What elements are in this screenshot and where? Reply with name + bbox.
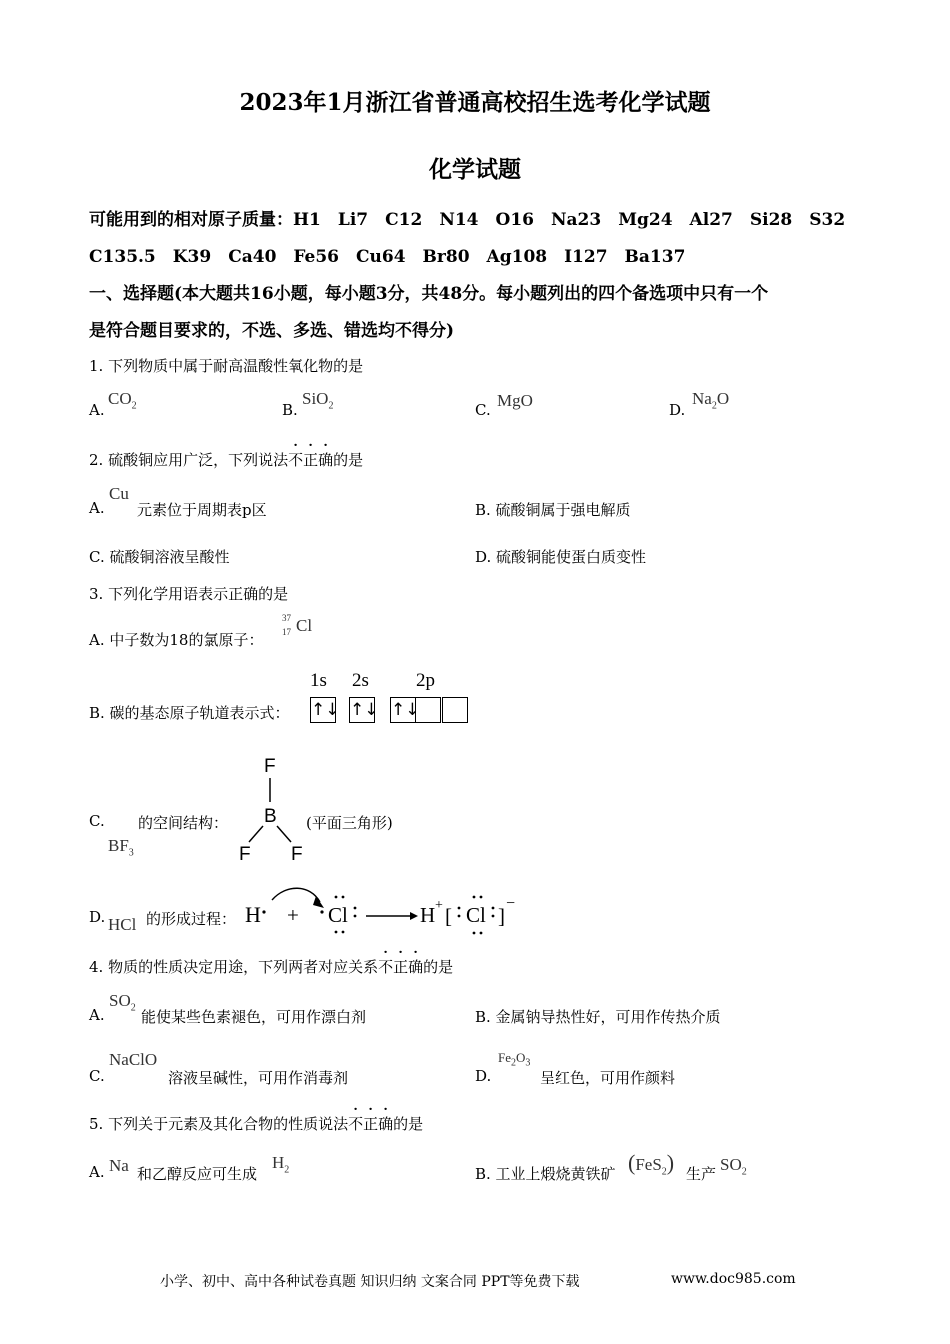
q3-option-c-text: 的空间结构： [138, 814, 229, 832]
bf3-left-fluorine: F [239, 844, 251, 864]
q2-option-d: D. 硫酸铜能使蛋白质变性 [475, 548, 647, 566]
orbital-label-2s: 2s [352, 670, 369, 691]
electron-dot [342, 896, 345, 899]
reaction-arrow-icon [410, 912, 418, 920]
q2-option-a-formula: Cu [109, 484, 129, 503]
bf3-top-fluorine: F [264, 756, 276, 777]
q1-option-a-formula: $CO_2$ [108, 389, 137, 412]
hcl-formation-diagram [240, 886, 530, 938]
electron-dot [458, 907, 461, 910]
q5-option-a-text: 和乙醇反应可生成 [137, 1165, 258, 1183]
bf3-boron: B [264, 806, 277, 827]
chloride-ion: Cl [466, 903, 486, 927]
q4-option-a-formula: $SO_2$ [109, 991, 136, 1014]
electron-dot [354, 907, 357, 910]
q3-option-c-formula: $BF_3$ [108, 836, 134, 859]
page-subtitle: 化学试题 [429, 156, 521, 183]
paired-arrows-icon: ↑↓ [311, 700, 340, 720]
q1-option-a-label: A. [89, 401, 105, 419]
q1-option-c-label: C. [475, 401, 491, 419]
electron-dot [262, 910, 265, 913]
bf3-right-fluorine: F [291, 844, 303, 864]
orbital-box-2p-3 [442, 697, 468, 723]
q2-option-a-label: A. [89, 499, 105, 517]
hydrogen-atom: H [245, 902, 261, 927]
plus-sign: + [287, 903, 299, 927]
electron-dot [492, 907, 495, 910]
bf3-bond-left [249, 826, 263, 842]
electron-dot [480, 932, 483, 935]
q2-option-a-text: 元素位于周期表p区 [137, 501, 267, 519]
orbital-label-2p: 2p [416, 670, 435, 691]
q2-option-c: C. 硫酸铜溶液呈酸性 [89, 548, 230, 566]
orbital-box-1s [310, 697, 340, 723]
bf3-bond-right [277, 826, 291, 842]
electron-dot [335, 931, 338, 934]
question-2-stem: 2. 硫酸铜应用广泛，下列说法不正确的是 [89, 451, 364, 469]
q3-option-b-text: B. 碳的基态原子轨道表示式： [89, 704, 290, 722]
atomic-masses-line-2: C135.5 K39 Ca40 Fe56 Cu64 Br80 Ag108 I127 Ba137 [89, 247, 686, 267]
q1-option-d-label: D. [669, 401, 686, 419]
electron-dot [458, 915, 461, 918]
right-bracket: ] [498, 904, 505, 928]
electron-dot [473, 932, 476, 935]
question-4-stem: 4. 物质的性质决定用途，下列两者对应关系不正确的是 [89, 958, 454, 976]
electron-dot [335, 896, 338, 899]
chlorine-atom: Cl [328, 903, 348, 927]
electron-dot [480, 896, 483, 899]
paired-arrows-icon: ↑↓ [350, 700, 379, 720]
q1-option-b-label: B. [282, 401, 298, 419]
electron-dot [354, 915, 357, 918]
q3-option-c-note: (平面三角形) [306, 814, 393, 832]
q4-option-c-label: C. [89, 1067, 105, 1085]
bf3-structure-diagram [230, 752, 310, 864]
section-header-line-1: 一、选择题(本大题共16小题，每小题3分，共48分。每小题列出的四个备选项中只有一个 [89, 284, 769, 304]
orbital-box-2p-1 [390, 697, 420, 723]
arrow-head-icon [313, 896, 324, 908]
question-5-stem: 5. 下列关于元素及其化合物的性质说法不正确的是 [89, 1115, 424, 1133]
electron-dot [492, 915, 495, 918]
electron-dot [473, 896, 476, 899]
q3-option-d-formula: HCl [108, 915, 137, 934]
electron-dot [342, 931, 345, 934]
q4-option-c-formula: NaClO [109, 1050, 158, 1069]
paired-arrows-icon: ↑↓ [391, 700, 420, 720]
q5-option-a-formula: Na [109, 1156, 129, 1175]
negative-charge: − [506, 895, 516, 912]
page-title: 2023年1月浙江省普通高校招生选考化学试题 [239, 89, 711, 116]
q4-option-d-formula: $Fe_2O_3$ [498, 1050, 531, 1069]
q2-option-b: B. 硫酸铜属于强电解质 [475, 501, 631, 519]
question-1-stem: 1. 下列物质中属于耐高温酸性氧化物的是 [89, 357, 364, 375]
electron-dot [320, 910, 323, 913]
q3-option-a-text: A. 中子数为18的氯原子： [89, 631, 264, 649]
q5-option-b-text: B. 工业上煅烧黄铁矿 [475, 1165, 616, 1183]
q1-option-c-formula: MgO [497, 391, 533, 410]
q3-option-a-nuclide: 37 17 Cl [282, 613, 313, 637]
q4-option-d-label: D. [475, 1067, 492, 1085]
atomic-masses-line-1: 可能用到的相对原子质量：H1 Li7 C12 N14 O16 Na23 Mg24 Al27 Si28 S32 [89, 210, 846, 230]
q4-option-a-label: A. [89, 1006, 105, 1024]
q5-option-b-product: $SO_2$ [720, 1155, 747, 1178]
footer-link[interactable]: www.doc985.com [671, 1271, 796, 1287]
q4-option-b: B. 金属钠导热性好，可用作传热介质 [475, 1008, 721, 1026]
orbital-box-2p-2 [415, 697, 441, 723]
question-3-stem: 3. 下列化学用语表示正确的是 [89, 585, 289, 603]
q4-option-c-text: 溶液呈碱性，可用作消毒剂 [168, 1069, 349, 1087]
orbital-box-2s [349, 697, 379, 723]
footer-left: 小学、初中、高中各种试卷真题 知识归纳 文案合同 PPT等免费下载 [160, 1274, 580, 1290]
q4-option-a-text: 能使某些色素褪色，可用作漂白剂 [141, 1008, 367, 1026]
q5-option-b-text-2: 生产 [686, 1165, 717, 1183]
q5-option-a-label: A. [89, 1163, 105, 1181]
q1-option-b-formula: SiO$_2$ [302, 389, 334, 412]
q1-option-d-formula: $Na_2O$ [692, 389, 730, 412]
q5-option-a-product: $H_2$ [272, 1153, 290, 1176]
q3-option-d-text: 的形成过程： [146, 910, 237, 928]
q4-option-d-text: 呈红色，可用作颜料 [540, 1069, 676, 1087]
orbital-label-1s: 1s [310, 670, 327, 691]
section-header-line-2: 是符合题目要求的，不选、多选、错选均不得分) [89, 321, 455, 341]
q5-option-b-formula: (FeS$_2$) [628, 1150, 675, 1178]
q3-option-c-label: C. [89, 812, 105, 830]
q3-option-d-label: D. [89, 908, 106, 926]
electron-transfer-arrow [272, 888, 320, 902]
left-bracket: [ [445, 904, 452, 928]
positive-charge: + [435, 898, 443, 913]
hydrogen-ion: H [420, 903, 436, 927]
